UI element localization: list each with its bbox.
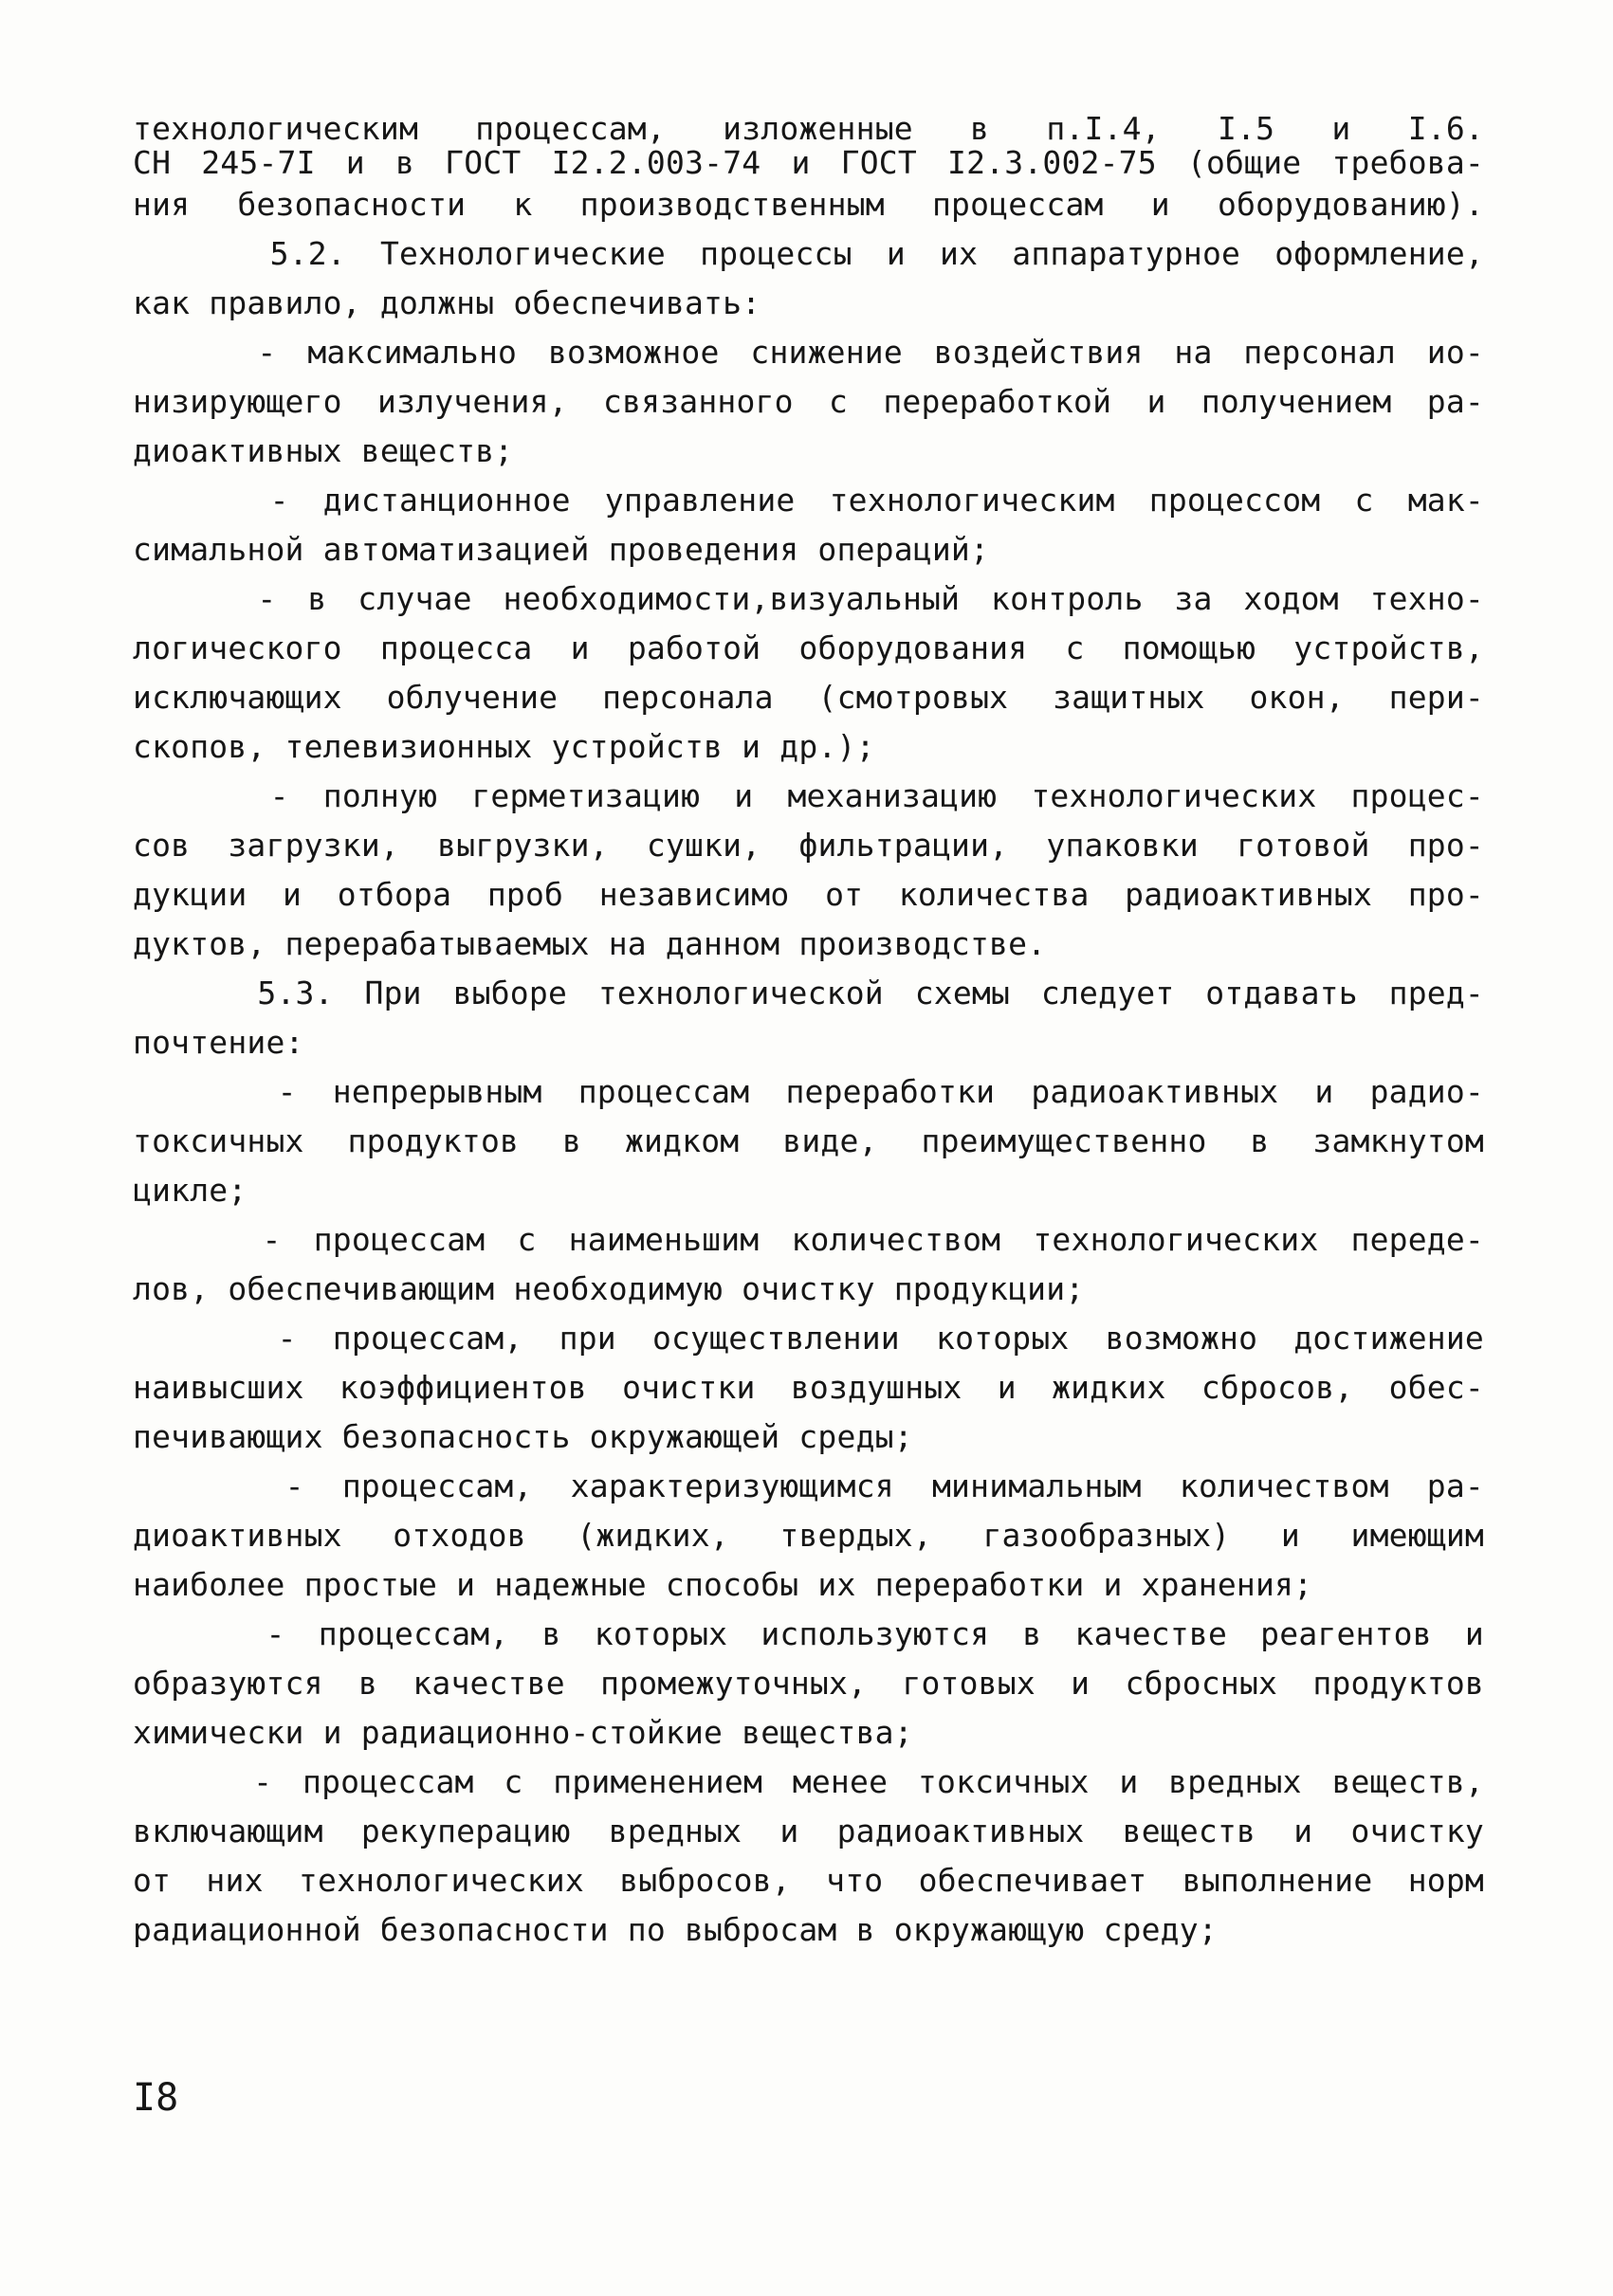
text-line: - процессам, при осуществлении которых возможно достижение <box>133 1320 1484 1357</box>
text-line: наивысших коэффициентов очистки воздушных и жидких сбросов, обес- <box>133 1369 1484 1406</box>
text-line: - полную герметизацию и механизацию технологических процес- <box>133 777 1484 814</box>
text-line: 5.2. Технологические процессы и их аппаратурное оформление, <box>133 235 1484 272</box>
text-line: ния безопасности к производственным процессам и оборудованию). <box>133 186 1484 223</box>
text-line: печивающих безопасность окружающей среды; <box>133 1418 913 1455</box>
text-line: диоактивных отходов (жидких, твердых, газообразных) и имеющим <box>133 1517 1484 1554</box>
text-line: дукции и отбора проб независимо от количества радиоактивных про- <box>133 876 1484 913</box>
text-line: химически и радиационно-стойкие вещества; <box>133 1714 913 1751</box>
text-line: дуктов, перерабатываемых на данном производстве. <box>133 925 1047 962</box>
page-number: I8 <box>133 2076 179 2120</box>
text-line: - максимально возможное снижение воздействия на персонал ио- <box>133 334 1484 371</box>
text-line: - процессам, в которых используются в качестве реагентов и <box>133 1615 1484 1652</box>
text-line: - дистанционное управление технологическим процессом с мак- <box>133 482 1484 519</box>
text-line: симальной автоматизацией проведения операций; <box>133 531 990 568</box>
text-line: - непрерывным процессам переработки радиоактивных и радио- <box>133 1073 1484 1110</box>
text-line: образуются в качестве промежуточных, готовых и сбросных продуктов <box>133 1665 1484 1702</box>
text-line: - процессам с наименьшим количеством технологических переде- <box>133 1221 1484 1258</box>
text-line: - процессам с применением менее токсичных и вредных веществ, <box>133 1763 1484 1800</box>
body-text <box>133 112 1484 1955</box>
text-line: - процессам, характеризующимся минимальным количеством ра- <box>133 1467 1484 1504</box>
text-line: низирующего излучения, связанного с переработкой и получением ра- <box>133 383 1484 420</box>
text-line: токсичных продуктов в жидком виде, преимущественно в замкнутом <box>133 1122 1484 1159</box>
text-line: скопов, телевизионных устройств и др.); <box>133 728 875 765</box>
text-line: радиационной безопасности по выбросам в окружающую среду; <box>133 1911 1218 1948</box>
text-line: сов загрузки, выгрузки, сушки, фильтрации, упаковки готовой про- <box>133 827 1484 864</box>
text-line: 5.3. При выборе технологической схемы следует отдавать пред- <box>133 975 1484 1011</box>
text-line: от них технологических выбросов, что обеспечивает выполнение норм <box>133 1862 1484 1899</box>
text-line: исключающих облучение персонала (смотровых защитных окон, пери- <box>133 679 1484 716</box>
text-line: - в случае необходимости,визуальный контроль за ходом техно- <box>133 580 1484 617</box>
text-line: включающим рекуперацию вредных и радиоактивных веществ и очистку <box>133 1813 1484 1850</box>
text-line: диоактивных веществ; <box>133 432 514 469</box>
text-line: почтение: <box>133 1024 304 1061</box>
text-line: лов, обеспечивающим необходимую очистку продукции; <box>133 1270 1085 1307</box>
text-line: СН 245-7I и в ГОСТ I2.2.003-74 и ГОСТ I2.3.002-75 (общие требова- <box>133 144 1484 181</box>
text-line: цикле; <box>133 1172 247 1209</box>
text-line: логического процесса и работой оборудования с помощью устройств, <box>133 629 1484 666</box>
text-line: как правило, должны обеспечивать: <box>133 284 761 321</box>
text-line: наиболее простые и надежные способы их переработки и хранения; <box>133 1566 1313 1603</box>
text-line: технологическим процессам, изложенные в п.I.4, I.5 и I.6. <box>133 110 1484 147</box>
